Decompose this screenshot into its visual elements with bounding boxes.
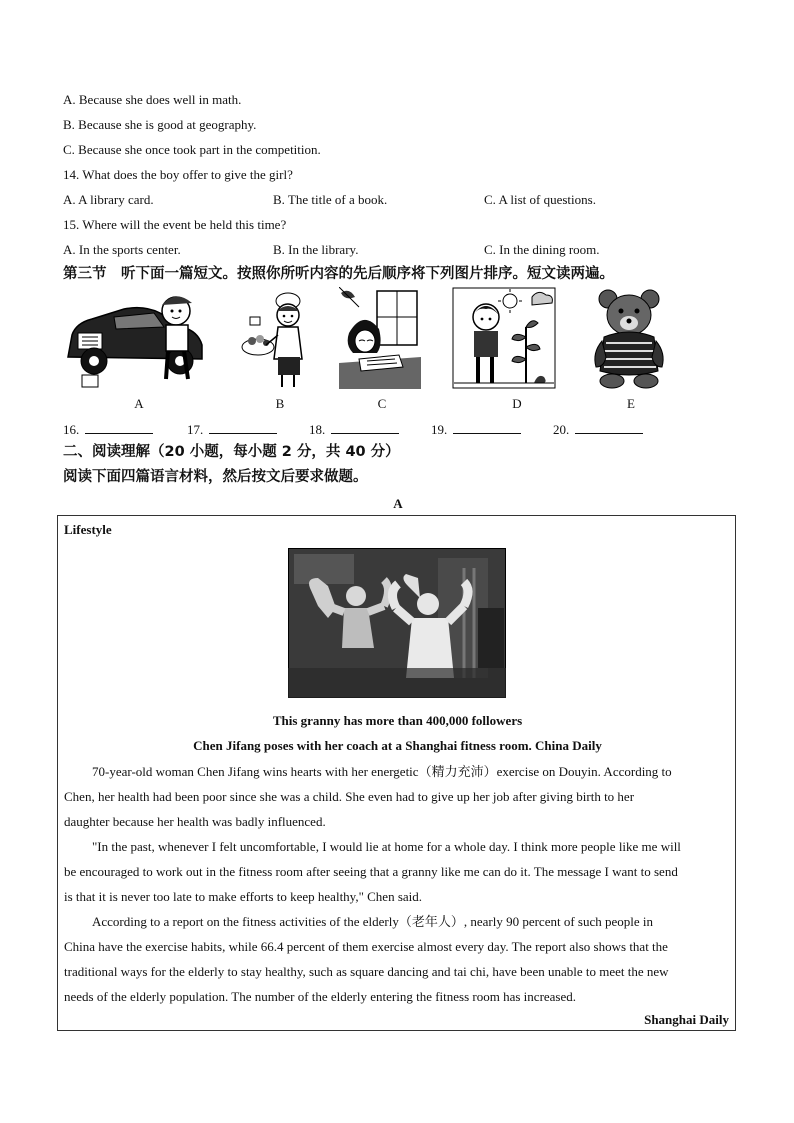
blank-number: 16. bbox=[63, 422, 80, 437]
q15-option-c: C. In the dining room. bbox=[484, 242, 600, 257]
q13-option-b: B. Because she is good at geography. bbox=[63, 117, 257, 132]
passage-letter: A bbox=[393, 496, 403, 511]
q15-question: 15. Where will the event be held this time? bbox=[63, 217, 287, 232]
blank-line bbox=[453, 421, 521, 434]
answer-blank-18[interactable] bbox=[309, 421, 399, 438]
paragraph-line: "In the past, whenever I felt uncomfortable, I would lie at home for a whole day. I think more people like me will bbox=[92, 839, 681, 854]
picture-label-d: D bbox=[512, 396, 522, 411]
picture-label-e: E bbox=[627, 396, 635, 411]
fitness-photo bbox=[288, 548, 506, 698]
paragraph-line: 70-year-old woman Chen Jifang wins hearts with her energetic（精力充沛）exercise on Douyin. According to bbox=[92, 764, 672, 779]
part2-heading: 二、阅读理解（20 小题，每小题 2 分，共 40 分） bbox=[63, 444, 400, 460]
blank-line bbox=[85, 421, 153, 434]
paragraph-line: be encouraged to work out in the fitness room after seeing that a granny like me can do it. The message I want to send bbox=[64, 864, 678, 879]
part2-instruction: 阅读下面四篇语言材料，然后按文后要求做题。 bbox=[63, 469, 368, 485]
picture-d-boy-with-plant bbox=[452, 287, 556, 389]
q14-option-a: A. A library card. bbox=[63, 192, 154, 207]
paragraph-2 bbox=[64, 834, 730, 909]
answer-blank-19[interactable] bbox=[431, 421, 521, 438]
q15-option-a: A. In the sports center. bbox=[63, 242, 181, 257]
passage-box bbox=[57, 515, 736, 1031]
blank-line bbox=[575, 421, 643, 434]
blank-number: 17. bbox=[187, 422, 204, 437]
source-credit: Shanghai Daily bbox=[644, 1012, 729, 1027]
answer-blank-16[interactable] bbox=[63, 421, 153, 438]
blank-number: 18. bbox=[309, 422, 326, 437]
paragraph-1 bbox=[64, 759, 730, 834]
caption-subtitle: Chen Jifang poses with her coach at a Shanghai fitness room. China Daily bbox=[193, 738, 602, 753]
answer-blank-20[interactable] bbox=[553, 421, 643, 438]
section-label: Lifestyle bbox=[64, 522, 112, 537]
picture-a-boy-washing-car bbox=[64, 287, 210, 389]
section3-heading: 第三节 听下面一篇短文。按照你所听内容的先后顺序将下列图片排序。短文读两遍。 bbox=[63, 266, 614, 282]
blank-line bbox=[331, 421, 399, 434]
paragraph-line: According to a report on the fitness activities of the elderly（老年人）, nearly 90 percent of such people in bbox=[92, 914, 653, 929]
blank-number: 20. bbox=[553, 422, 570, 437]
q14-question: 14. What does the boy offer to give the girl? bbox=[63, 167, 293, 182]
paragraph-line: is that it is never too late to make efforts to keep healthy," Chen said. bbox=[64, 889, 423, 904]
picture-label-c: C bbox=[377, 396, 387, 411]
q15-option-b: B. In the library. bbox=[273, 242, 359, 257]
q14-option-c: C. A list of questions. bbox=[484, 192, 596, 207]
caption-title: This granny has more than 400,000 followers bbox=[272, 713, 523, 728]
blank-line bbox=[209, 421, 277, 434]
answer-blank-17[interactable] bbox=[187, 421, 277, 438]
paragraph-line: China have the exercise habits, while 66.4 percent of them exercise almost every day. The report also shows that the bbox=[64, 939, 668, 954]
picture-label-b: B bbox=[275, 396, 285, 411]
paragraph-line: Chen, her health had been poor since she was a child. She even had to give up her job after giving birth to her bbox=[64, 789, 635, 804]
paragraph-line: traditional ways for the elderly to stay healthy, such as square dancing and tai chi, have been unable to meet the new bbox=[64, 964, 669, 979]
picture-c-girl-writing bbox=[339, 287, 421, 389]
picture-label-a: A bbox=[134, 396, 144, 411]
paragraph-line: needs of the elderly population. The number of the elderly entering the fitness room has increased. bbox=[64, 989, 577, 1004]
q13-option-c: C. Because she once took part in the competition. bbox=[63, 142, 321, 157]
paragraph-line: daughter because her health was badly influenced. bbox=[64, 814, 326, 829]
paragraph-3 bbox=[64, 909, 730, 1009]
picture-b-girl-with-basket bbox=[232, 287, 328, 389]
q14-option-b: B. The title of a book. bbox=[273, 192, 388, 207]
blank-number: 19. bbox=[431, 422, 448, 437]
q13-option-a: A. Because she does well in math. bbox=[63, 92, 242, 107]
picture-e-teddy-bear bbox=[590, 287, 668, 389]
